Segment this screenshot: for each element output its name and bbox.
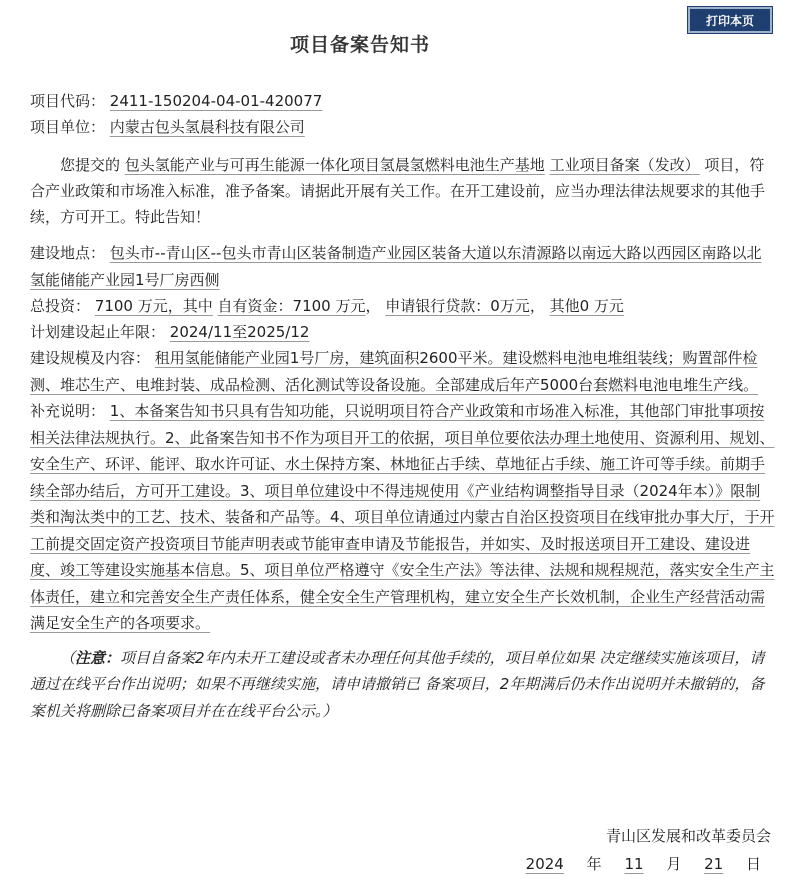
signature-block	[518, 822, 771, 878]
project-unit-row	[30, 114, 775, 140]
project-unit-value: 内蒙古包头氢晨科技有限公司	[109, 118, 305, 136]
project-code-value: 2411-150204-04-01-420077	[109, 92, 323, 110]
period-label: 计划建设起止年限：	[30, 323, 166, 341]
intro-prefix: 您提交的	[60, 156, 121, 174]
intro-paragraph	[30, 152, 775, 230]
investment-other: 其他0 万元	[549, 297, 624, 315]
period-row	[30, 319, 775, 345]
date-day: 21	[704, 855, 724, 873]
intro-project-name: 包头氢能产业与可再生能源一体化项目氢晨氢燃料电池生产基地	[124, 156, 545, 174]
investment-row: 总投资： 7100 万元，其中 自有资金：7100 万元， 申请银行贷款：0万元， 其他0 万元	[30, 297, 624, 315]
supplement-row	[30, 398, 775, 637]
period-value: 2024/11至2025/12	[169, 323, 310, 341]
investment-total: 7100 万元，其中	[94, 297, 213, 315]
date-day-unit: 日	[745, 855, 761, 873]
issuer-name: 青山区发展和改革委员会	[605, 827, 771, 845]
project-unit-label: 项目单位：	[30, 118, 106, 136]
issue-date	[518, 850, 771, 878]
scale-row	[30, 345, 775, 398]
location-row	[30, 240, 775, 293]
note-label: 注意：	[75, 648, 121, 667]
notice-body	[30, 88, 775, 724]
supplement-label: 补充说明：	[30, 402, 106, 420]
project-code-label: 项目代码：	[30, 92, 106, 110]
date-year: 2024	[525, 855, 564, 873]
note-open-paren: （	[60, 648, 76, 667]
intro-body: 项目，符合产业政策和市场准入标准，准予备案。请据此开展有关工作。在开工建设前，应当办理法律法规要求的其他手续，方可开工。特此告知！	[30, 156, 766, 226]
intro-project-type: 工业项目备案（发改）	[549, 156, 700, 174]
supplement-value: 1、本备案告知书只具有告知功能，只说明项目符合产业政策和市场准入标准，其他部门审批事项按相关法律法规执行。2、此备案告知书不作为项目开工的依据，项目单位要依法办理土地使用、资源利用、规划、安全生产、环评、能评、取水许可证、水土保持方案、林地征占手续、草地征占手续、施工许可等手续。前期手续全部办结后，方可开工建设。3、项目单位建设中不得违规使用《产业结构调整指导目录（2024年本）》限制类和淘汰类中的工艺、技术、装备和产品等。4、项目单位请通过内蒙古自治区投资项目在线审批办事大厅，于开工前提交固定资产投资项目节能声明表或节能审查申请及节能报告，并如实、及时报送项目开工建设、建设进度、竣工等建设实施基本信息。5、项目单位严格遵守《安全生产法》等法律、法规和规程规范，落实安全生产主体责任，建立和完善安全生产责任体系，健全安全生产管理机构，建立安全生产长效机制，企业生产经营活动需满足安全生产的各项要求。	[30, 402, 775, 632]
location-label: 建设地点：	[30, 244, 106, 262]
print-page-button[interactable]: 打印本页	[688, 7, 772, 33]
date-month-unit: 月	[666, 855, 682, 873]
investment-label: 总投资：	[30, 297, 91, 315]
document-title: 项目备案告知书	[289, 34, 430, 56]
date-month: 11	[624, 855, 644, 873]
note-text: 项目自备案2年内未开工建设或者未办理任何其他手续的，项目单位如果 决定继续实施该项目，请通过在线平台作出说明；如果不再继续实施，请申请撤销已 备案项目，2年期满后仍未作出说明并未撤销的，备案机关将删除已备案项目并在在线平台公示。）	[30, 648, 765, 720]
date-year-unit: 年	[586, 855, 602, 873]
investment-own-funds: 自有资金：7100 万元	[217, 297, 366, 315]
scale-label: 建设规模及内容：	[30, 349, 151, 367]
project-code-row	[30, 88, 775, 114]
location-value: 包头市--青山区--包头市青山区装备制造产业园区装备大道以东清源路以南远大路以西园区南路以北氢能储能产业园1号厂房西侧	[30, 244, 762, 289]
investment-bank-loan: 申请银行贷款：0万元	[385, 297, 530, 315]
scale-value: 租用氢能储能产业园1号厂房，建筑面积2600平米。建设燃料电池电堆组装线；购置部件检测、堆芯生产、电堆封装、成品检测、活化测试等设备设施。全部建成后年产5000台套燃料电池电堆生产线。	[30, 349, 759, 394]
attention-note	[30, 645, 775, 725]
